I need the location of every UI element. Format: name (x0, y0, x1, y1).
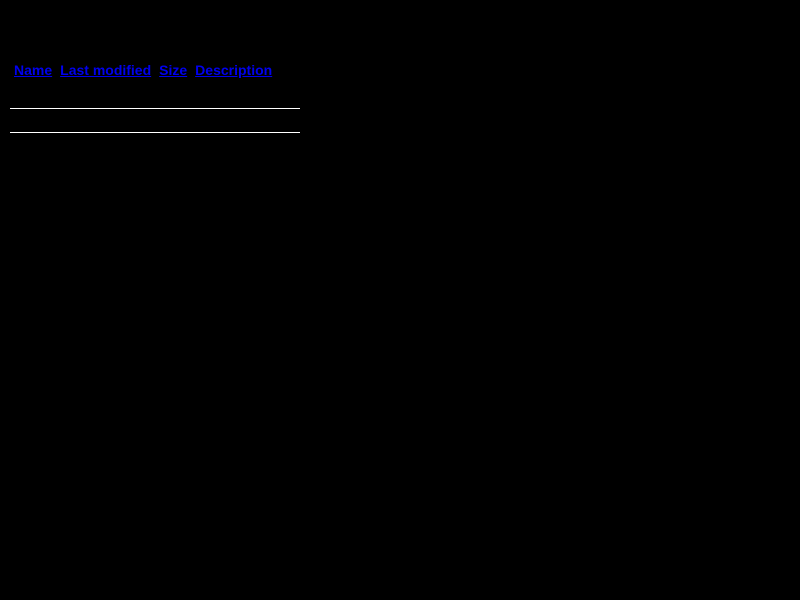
column-header-name[interactable] (10, 62, 56, 80)
sort-by-name-link[interactable]: Name (14, 62, 53, 78)
directory-listing-table (10, 62, 276, 80)
table-header (10, 62, 276, 80)
footer-divider-rule (10, 132, 300, 133)
column-header-size[interactable] (155, 62, 191, 80)
column-header-description[interactable] (191, 62, 276, 80)
sort-by-last-modified-link[interactable]: Last modified (60, 62, 152, 78)
directory-entries-list (10, 104, 300, 122)
table-header-row (10, 62, 276, 80)
column-header-last-modified[interactable] (56, 62, 155, 80)
sort-by-description-link[interactable]: Description (195, 62, 273, 78)
sort-by-size-link[interactable]: Size (159, 62, 188, 78)
